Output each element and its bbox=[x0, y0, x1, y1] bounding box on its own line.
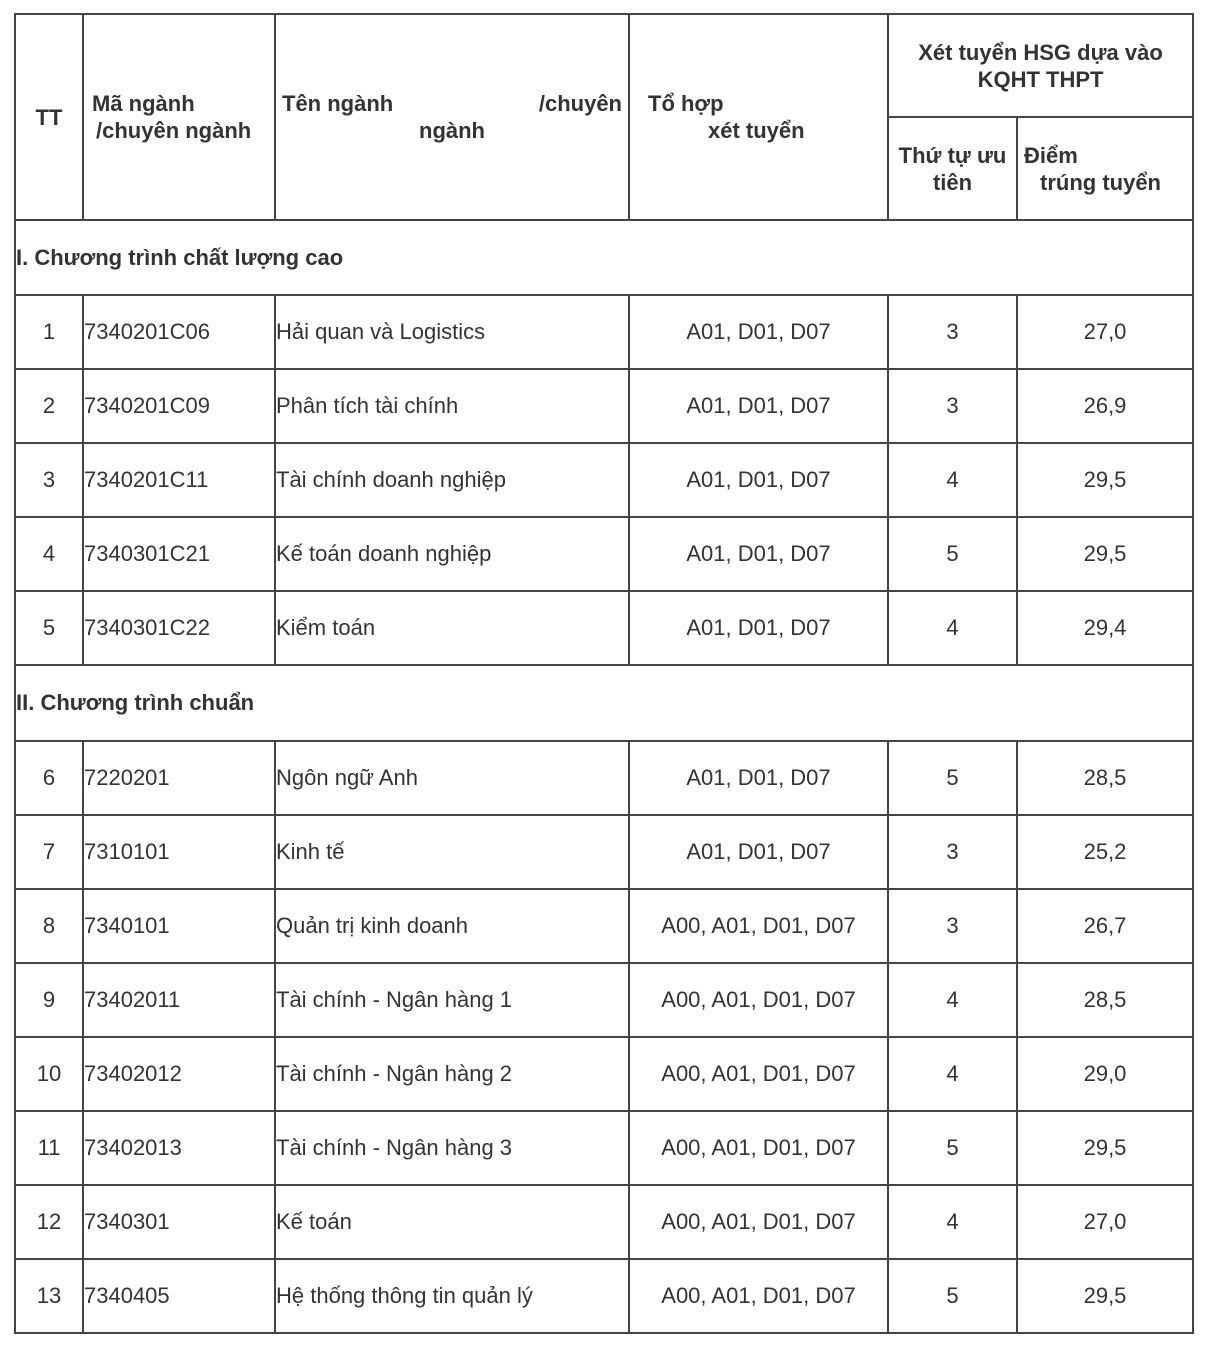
cell-combo: A00, A01, D01, D07 bbox=[629, 963, 888, 1037]
cell-priority: 5 bbox=[888, 1259, 1017, 1333]
table-row bbox=[15, 591, 1193, 665]
cell-priority: 4 bbox=[888, 963, 1017, 1037]
table-row bbox=[15, 815, 1193, 889]
cell-tt: 3 bbox=[15, 443, 83, 517]
cell-code: 7340405 bbox=[83, 1259, 275, 1333]
cell-score: 28,5 bbox=[1017, 741, 1193, 815]
table-row bbox=[15, 369, 1193, 443]
cell-score: 29,5 bbox=[1017, 1259, 1193, 1333]
cell-score: 28,5 bbox=[1017, 963, 1193, 1037]
cell-name: Kế toán bbox=[275, 1185, 629, 1259]
cell-code: 7310101 bbox=[83, 815, 275, 889]
cell-name: Tài chính - Ngân hàng 2 bbox=[275, 1037, 629, 1111]
header-combo-line1: Tổ hợp bbox=[648, 91, 724, 116]
header-score bbox=[1017, 117, 1193, 220]
cell-score: 29,0 bbox=[1017, 1037, 1193, 1111]
cell-tt: 12 bbox=[15, 1185, 83, 1259]
header-name-left: Tên ngành bbox=[282, 91, 394, 116]
header-code-line1: Mã ngành bbox=[92, 91, 195, 116]
cell-tt: 11 bbox=[15, 1111, 83, 1185]
admissions-table bbox=[14, 13, 1194, 1334]
header-name-line2: ngành bbox=[419, 118, 485, 143]
cell-score: 29,5 bbox=[1017, 443, 1193, 517]
cell-combo: A01, D01, D07 bbox=[629, 517, 888, 591]
cell-code: 73402011 bbox=[83, 963, 275, 1037]
cell-combo: A00, A01, D01, D07 bbox=[629, 889, 888, 963]
cell-code: 7340301C22 bbox=[83, 591, 275, 665]
table-row bbox=[15, 517, 1193, 591]
cell-priority: 3 bbox=[888, 295, 1017, 369]
cell-score: 29,4 bbox=[1017, 591, 1193, 665]
cell-combo: A01, D01, D07 bbox=[629, 443, 888, 517]
cell-tt: 9 bbox=[15, 963, 83, 1037]
cell-score: 27,0 bbox=[1017, 295, 1193, 369]
section-row bbox=[15, 665, 1193, 741]
cell-priority: 3 bbox=[888, 369, 1017, 443]
table-header bbox=[15, 14, 1193, 220]
header-tt: TT bbox=[15, 14, 83, 220]
cell-code: 7340301 bbox=[83, 1185, 275, 1259]
cell-combo: A00, A01, D01, D07 bbox=[629, 1037, 888, 1111]
cell-tt: 13 bbox=[15, 1259, 83, 1333]
cell-score: 29,5 bbox=[1017, 1111, 1193, 1185]
cell-score: 27,0 bbox=[1017, 1185, 1193, 1259]
cell-tt: 10 bbox=[15, 1037, 83, 1111]
header-name bbox=[275, 14, 629, 220]
cell-score: 25,2 bbox=[1017, 815, 1193, 889]
cell-tt: 4 bbox=[15, 517, 83, 591]
cell-score: 29,5 bbox=[1017, 517, 1193, 591]
cell-tt: 7 bbox=[15, 815, 83, 889]
cell-combo: A01, D01, D07 bbox=[629, 295, 888, 369]
cell-name: Phân tích tài chính bbox=[275, 369, 629, 443]
cell-priority: 4 bbox=[888, 591, 1017, 665]
cell-combo: A01, D01, D07 bbox=[629, 815, 888, 889]
header-score-line2: trúng tuyển bbox=[1040, 169, 1161, 195]
header-code-line2: /chuyên ngành bbox=[96, 118, 252, 143]
cell-combo: A01, D01, D07 bbox=[629, 369, 888, 443]
cell-name: Ngôn ngữ Anh bbox=[275, 741, 629, 815]
cell-code: 7340201C06 bbox=[83, 295, 275, 369]
section-title: II. Chương trình chuẩn bbox=[15, 665, 1193, 741]
table-row bbox=[15, 1259, 1193, 1333]
cell-tt: 2 bbox=[15, 369, 83, 443]
cell-name: Tài chính doanh nghiệp bbox=[275, 443, 629, 517]
table-body bbox=[15, 220, 1193, 1333]
cell-tt: 1 bbox=[15, 295, 83, 369]
cell-name: Tài chính - Ngân hàng 1 bbox=[275, 963, 629, 1037]
cell-combo: A00, A01, D01, D07 bbox=[629, 1111, 888, 1185]
table-row bbox=[15, 889, 1193, 963]
cell-code: 7340101 bbox=[83, 889, 275, 963]
cell-code: 73402013 bbox=[83, 1111, 275, 1185]
section-row bbox=[15, 220, 1193, 295]
cell-name: Tài chính - Ngân hàng 3 bbox=[275, 1111, 629, 1185]
header-priority: Thứ tự ưu tiên bbox=[888, 117, 1017, 220]
cell-combo: A00, A01, D01, D07 bbox=[629, 1259, 888, 1333]
cell-combo: A01, D01, D07 bbox=[629, 591, 888, 665]
cell-code: 7220201 bbox=[83, 741, 275, 815]
header-score-line1: Điểm bbox=[1024, 142, 1078, 168]
cell-code: 7340301C21 bbox=[83, 517, 275, 591]
cell-tt: 6 bbox=[15, 741, 83, 815]
cell-code: 7340201C11 bbox=[83, 443, 275, 517]
cell-name: Kinh tế bbox=[275, 815, 629, 889]
cell-name: Quản trị kinh doanh bbox=[275, 889, 629, 963]
cell-priority: 3 bbox=[888, 889, 1017, 963]
cell-score: 26,9 bbox=[1017, 369, 1193, 443]
cell-code: 73402012 bbox=[83, 1037, 275, 1111]
table-row bbox=[15, 295, 1193, 369]
cell-code: 7340201C09 bbox=[83, 369, 275, 443]
cell-name: Kiểm toán bbox=[275, 591, 629, 665]
cell-priority: 5 bbox=[888, 1111, 1017, 1185]
header-combo-line2: xét tuyển bbox=[708, 118, 805, 143]
cell-combo: A00, A01, D01, D07 bbox=[629, 1185, 888, 1259]
header-combo bbox=[629, 14, 888, 220]
table-row bbox=[15, 1111, 1193, 1185]
table-row bbox=[15, 443, 1193, 517]
table-row bbox=[15, 963, 1193, 1037]
cell-priority: 5 bbox=[888, 517, 1017, 591]
cell-name: Kế toán doanh nghiệp bbox=[275, 517, 629, 591]
cell-combo: A01, D01, D07 bbox=[629, 741, 888, 815]
cell-tt: 8 bbox=[15, 889, 83, 963]
cell-score: 26,7 bbox=[1017, 889, 1193, 963]
section-title: I. Chương trình chất lượng cao bbox=[15, 220, 1193, 295]
table-row bbox=[15, 1185, 1193, 1259]
table-row bbox=[15, 741, 1193, 815]
cell-priority: 3 bbox=[888, 815, 1017, 889]
cell-name: Hệ thống thông tin quản lý bbox=[275, 1259, 629, 1333]
cell-name: Hải quan và Logistics bbox=[275, 295, 629, 369]
cell-priority: 4 bbox=[888, 1185, 1017, 1259]
table-row bbox=[15, 1037, 1193, 1111]
cell-priority: 5 bbox=[888, 741, 1017, 815]
cell-tt: 5 bbox=[15, 591, 83, 665]
header-name-right: /chuyên bbox=[538, 91, 622, 116]
cell-priority: 4 bbox=[888, 443, 1017, 517]
cell-priority: 4 bbox=[888, 1037, 1017, 1111]
header-code bbox=[83, 14, 275, 220]
header-group: Xét tuyển HSG dựa vào KQHT THPT bbox=[888, 14, 1193, 117]
